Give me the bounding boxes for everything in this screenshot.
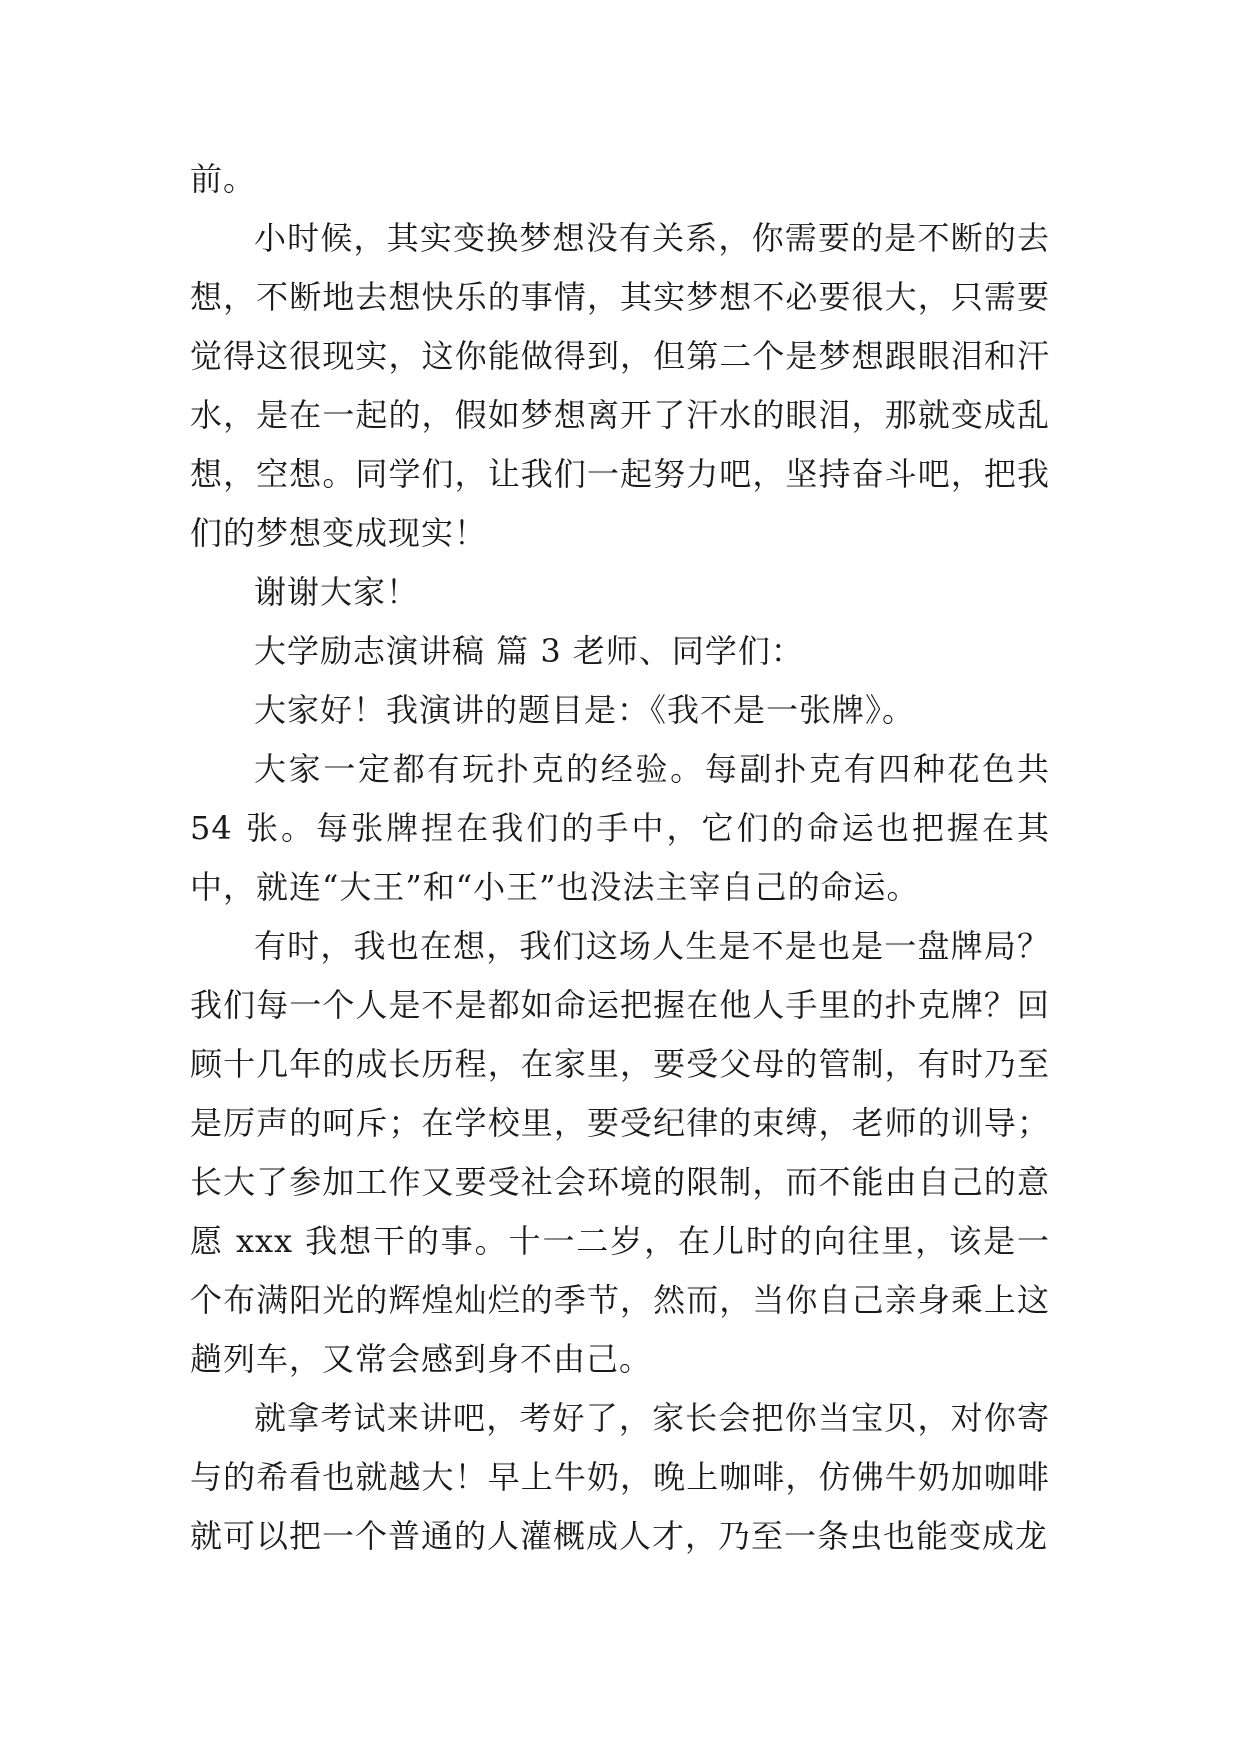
paragraph-poker: 大家一定都有玩扑克的经验。每副扑克有四种花色共 54 张。每张牌捏在我们的手中，它们的命运也把握在其中，就连“大王”和“小王”也没法主宰自己的命运。	[190, 750, 1050, 906]
paragraph-childhood-dream: 小时候，其实变换梦想没有关系，你需要的是不断的去想，不断地去想快乐的事情，其实梦想不必要很大，只需要觉得这很现实，这你能做得到，但第二个是梦想跟眼泪和汗水，是在一起的，假如梦想离开了汗水的眼泪，那就变成乱想，空想。同学们，让我们一起努力吧，坚持奋斗吧，把我们的梦想变成现实！	[190, 219, 1050, 552]
body-text	[190, 150, 1050, 1566]
paragraph-fragment-end: 前。	[190, 160, 257, 198]
paragraph-greeting: 大家好！我演讲的题目是：《我不是一张牌》。	[254, 691, 916, 729]
paragraph-exam: 就拿考试来讲吧，考好了，家长会把你当宝贝，对你寄与的希看也就越大！早上牛奶，晚上咖啡，仿佛牛奶加咖啡就可以把一个普通的人灌概成人才，乃至一条虫也能变成龙	[190, 1399, 1050, 1555]
paragraph-thanks: 谢谢大家！	[254, 573, 420, 611]
paragraph-speech-heading: 大学励志演讲稿 篇 3 老师、同学们：	[254, 632, 804, 670]
paragraph-life-card-game: 有时，我也在想，我们这场人生是不是也是一盘牌局？我们每一个人是不是都如命运把握在他人手里的扑克牌？回顾十几年的成长历程，在家里，要受父母的管制，有时乃至是厉声的呵斥；在学校里，要受纪律的束缚，老师的训导；长大了参加工作又要受社会环境的限制，而不能由自己的意愿 xxx 我想干的事。十一二岁，在儿时的向往里，该是一个布满阳光的辉煌灿烂的季节，然而，当你自己亲身乘上这趟列车，又常会感到身不由己。	[190, 927, 1050, 1378]
